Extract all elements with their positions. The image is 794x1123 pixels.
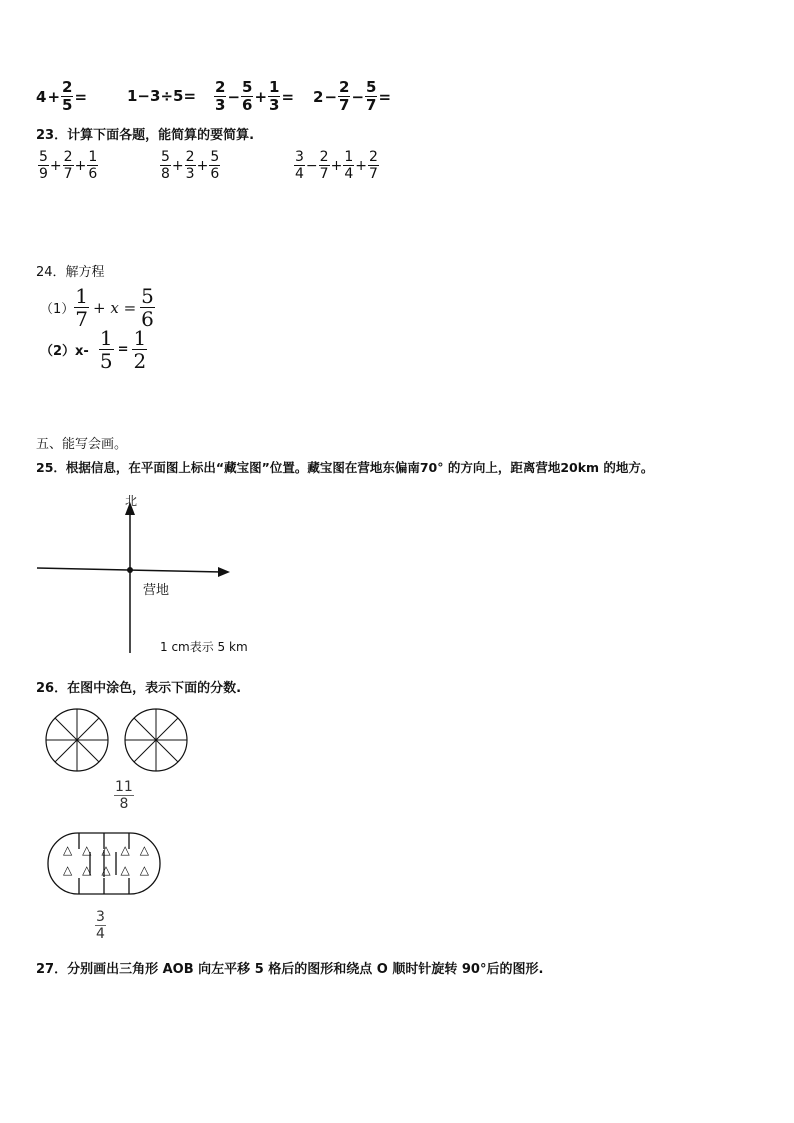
fraction [185, 150, 196, 181]
q24-equation-1 [40, 286, 155, 329]
numerator: 5 [39, 149, 48, 165]
denominator: 6 [141, 307, 154, 331]
denominator: 7 [63, 166, 73, 182]
numerator: 2 [62, 78, 73, 96]
fraction [214, 80, 226, 113]
numerator: 3 [295, 149, 304, 165]
denominator: 6 [210, 166, 220, 182]
circle-eighths-1 [46, 709, 108, 771]
expression-1-minus-3-div-5: 1−3÷5= [127, 87, 197, 105]
plus-operator: + [49, 157, 62, 174]
fraction [160, 150, 171, 181]
numerator: 1 [99, 326, 113, 350]
plus-operator: + [171, 157, 184, 174]
numerator: 1 [75, 284, 89, 308]
fraction [294, 150, 305, 181]
east-arrow-icon [218, 567, 230, 577]
triangle-icon: △ [101, 843, 111, 857]
question-23-title: 23．计算下面各题，能简算的要简算. [36, 128, 255, 143]
denominator: 7 [319, 166, 329, 182]
denominator: 4 [295, 166, 304, 182]
numerator: 1 [88, 149, 98, 165]
q23-expression-2 [160, 150, 220, 181]
question-27-title: 27．分别画出三角形 AOB 向左平移 5 格后的图形和绕点 O 顺时针旋转 90°后的图形. [36, 962, 544, 977]
expression-4-plus-2-5 [36, 80, 88, 113]
question-25-title: 25．根据信息，在平面图上标出“藏宝图”位置。藏宝图在营地东偏南70° 的方向上，距离营地20km 的地方。 [36, 460, 654, 475]
numerator: 2 [215, 78, 226, 96]
minus-operator: − [351, 87, 365, 106]
north-label: 北 [125, 494, 138, 508]
plus-operator: + [74, 157, 87, 174]
fraction [140, 286, 155, 329]
compass-diagram [30, 485, 260, 660]
equals-sign: = [74, 87, 88, 106]
triangle-icon: △ [120, 863, 130, 877]
fraction [241, 80, 253, 113]
denominator: 9 [39, 166, 48, 182]
numerator: 5 [366, 78, 377, 96]
camp-point [127, 567, 133, 573]
triangle-icon: △ [82, 863, 92, 877]
camp-label: 营地 [143, 583, 170, 598]
denominator: 7 [75, 307, 89, 331]
numerator: 2 [319, 149, 329, 165]
numerator: 2 [185, 149, 195, 165]
numerator: 11 [115, 779, 133, 795]
fraction [319, 150, 330, 181]
scale-label: 1 cm表示 5 km [160, 640, 248, 654]
q24-equation-2 [40, 328, 147, 371]
expression-2-minus-fractions [313, 80, 392, 113]
denominator: 2 [133, 349, 147, 373]
plus-operator: + [355, 157, 367, 174]
triangle-icon: △ [101, 863, 111, 877]
triangle-icon: △ [62, 843, 73, 857]
triangle-icon: △ [62, 863, 73, 877]
numerator: 3 [96, 909, 105, 925]
minus-operator: − [324, 87, 338, 106]
q23-expression-3 [294, 150, 379, 181]
denominator: 6 [242, 96, 253, 114]
fraction [209, 150, 220, 181]
fraction-3-4 [95, 910, 106, 941]
equation-label: （2）x- [40, 344, 89, 359]
fraction [61, 80, 73, 113]
fraction [99, 328, 114, 371]
denominator: 5 [99, 349, 113, 373]
question-24-title: 24．解方程 [36, 265, 105, 280]
fraction [74, 286, 89, 329]
expression-fraction-sum-1 [214, 80, 295, 113]
numerator: 2 [63, 149, 73, 165]
numerator: 1 [269, 78, 280, 96]
fraction [268, 80, 280, 113]
denominator: 8 [161, 166, 170, 182]
q23-expression-1 [38, 150, 98, 181]
denominator: 3 [185, 166, 195, 182]
fraction [132, 328, 147, 371]
denominator: 5 [62, 96, 73, 114]
expr-term: 4 [36, 87, 47, 106]
question-26-title: 26．在图中涂色，表示下面的分数. [36, 681, 242, 696]
numerator: 5 [161, 149, 170, 165]
denominator: 3 [215, 96, 226, 114]
circle-eighths-2 [125, 709, 187, 771]
fraction [365, 80, 377, 113]
triangle-icon: △ [120, 843, 130, 857]
numerator: 2 [368, 149, 378, 165]
plus-operator: + [47, 87, 61, 106]
denominator: 4 [96, 926, 105, 942]
plus-operator: + [254, 87, 268, 106]
minus-operator: − [227, 87, 241, 106]
numerator: 2 [339, 78, 350, 96]
denominator: 4 [344, 166, 354, 182]
fraction-11-8 [114, 780, 134, 811]
plus-operator: + [196, 157, 209, 174]
triangle-grid [50, 840, 162, 880]
fraction [38, 150, 49, 181]
equation-label: （1） [40, 302, 75, 317]
numerator: 1 [133, 326, 147, 350]
equation-middle: + x = [93, 298, 137, 317]
denominator: 7 [368, 166, 378, 182]
fraction [87, 150, 98, 181]
numerator: 1 [344, 149, 354, 165]
triangle-icon: △ [139, 843, 149, 857]
denominator: 3 [269, 96, 280, 114]
fraction [368, 150, 379, 181]
circles-figure [44, 706, 194, 776]
equals-sign: = [281, 87, 295, 106]
fraction [63, 150, 74, 181]
denominator: 7 [339, 96, 350, 114]
minus-operator: − [305, 157, 318, 174]
section-5-title: 五、能写会画。 [36, 437, 128, 452]
numerator: 5 [210, 149, 220, 165]
equals-sign: = [117, 342, 129, 357]
plus-operator: + [330, 157, 343, 174]
triangle-icon: △ [139, 863, 149, 877]
fraction [343, 150, 354, 181]
numerator: 5 [242, 78, 253, 96]
denominator: 8 [119, 796, 129, 812]
numerator: 5 [141, 284, 154, 308]
fraction [338, 80, 350, 113]
denominator: 7 [366, 96, 377, 114]
triangle-icon: △ [82, 843, 92, 857]
denominator: 6 [88, 166, 98, 182]
expr-term: 2 [313, 87, 324, 106]
equals-sign: = [378, 87, 392, 106]
